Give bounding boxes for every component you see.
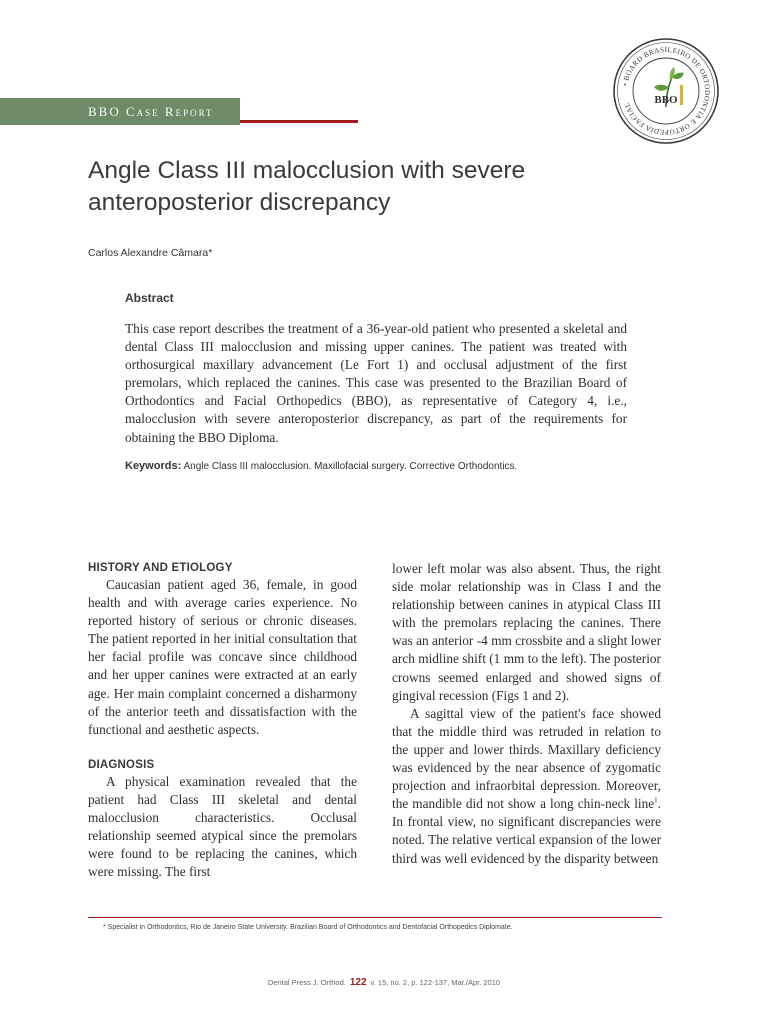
sagittal-view-paragraph	[392, 705, 661, 868]
abstract-text: This case report describes the treatment of a 36-year-old patient who presented a skeletal and dental Class III malocclusion and missing upper canines. The patient was treated with orthosurgical maxillary advancement (Le Fort 1) and occlusal adjustment of the first premolars, which replaced the canines. This case was presented to the Brazilian Board of Orthodontics and Facial Orthopedics (BBO), as representative of Category 4, i.e., malocclusion with severe anteroposterior discrepancy, as part of the requirements for obtaining the BBO Diploma.	[125, 321, 627, 445]
reference-1[interactable]: 1	[654, 796, 658, 805]
journal-tag-rest: Case Report	[125, 104, 214, 119]
journal-section-tag	[88, 104, 214, 120]
seal-center-text: BBO	[654, 94, 678, 106]
author-footnote: * Specialist in Orthodontics, Rio de Janeiro State University. Brazilian Board of Orthodontics and Dentofacial Orthopedics Diplomate.	[103, 924, 513, 931]
page-footer	[0, 977, 768, 988]
body-column-left	[88, 560, 357, 881]
header-red-rule	[240, 120, 358, 123]
body-column-right	[392, 560, 661, 868]
diagnosis-continued-paragraph: lower left molar was also absent. Thus, the right side molar relationship was in Class I and the relationship between canines in atypical Class III with the premolars replacing the canines. There was an anterior -4 mm crossbite and a slight lower arch midline shift (1 mm to the left). The posterior crowns seemed enlarged and showed signs of gingival recession (Figs 1 and 2).	[392, 561, 661, 703]
abstract-heading: Abstract	[125, 291, 174, 305]
history-heading: HISTORY AND ETIOLOGY	[88, 562, 233, 574]
history-paragraph: Caucasian patient aged 36, female, in good health and with average caries experience. No reported history of serious or chronic diseases. The patient reported in her initial consultation that her facial profile was concave since childhood and her upper canines were extracted at an early age. Her main complaint concerned a disharmony of the anterior teeth and dissatisfaction with the functional and aesthetic aspects.	[88, 577, 357, 737]
author-name: Carlos Alexandre Câmara*	[88, 247, 213, 259]
footer-citation: v. 15, no. 2, p. 122-137, Mar./Apr. 2010	[370, 978, 501, 987]
sagittal-text-b: . In frontal view, no significant discrepancies were noted. The relative vertical expansion of the lower third was well evidenced by the disparity between	[392, 796, 661, 866]
svg-text:• BOARD BRASILEIRO DE ORTODONT	[621, 46, 711, 136]
keywords-label: Keywords:	[125, 460, 182, 472]
bbo-seal-logo	[612, 37, 720, 145]
page-number: 122	[349, 977, 367, 988]
diagnosis-heading: DIAGNOSIS	[88, 758, 155, 771]
sagittal-text-a: A sagittal view of the patient's face showed that the middle third was retruded in relation to the upper and lower thirds. Maxillary deficiency was evidenced by the near absence of zygomatic projection and infraorbital depression. Moreover, the mandible did not show a long chin-neck line	[392, 705, 661, 812]
seal-ring-text: • BOARD BRASILEIRO DE ORTODONTIA E ORTOPEDIA FACIAL	[621, 45, 712, 137]
footnote-rule	[88, 917, 662, 918]
journal-tag-lead: BBO	[88, 104, 121, 119]
footer-journal: Dental Press J. Orthod.	[267, 978, 346, 987]
diagnosis-paragraph: A physical examination revealed that the patient had Class III skeletal and dental malocclusion characteristics. Occlusal relationship seemed atypical since the premolars were found to be replacing the canines, which were missing. The first	[88, 773, 357, 880]
article-title: Angle Class III malocclusion with severe anteroposterior discrepancy	[88, 157, 526, 216]
keywords-line	[125, 460, 517, 472]
keywords-text: Angle Class III malocclusion. Maxillofacial surgery. Corrective Orthodontics.	[183, 461, 518, 472]
